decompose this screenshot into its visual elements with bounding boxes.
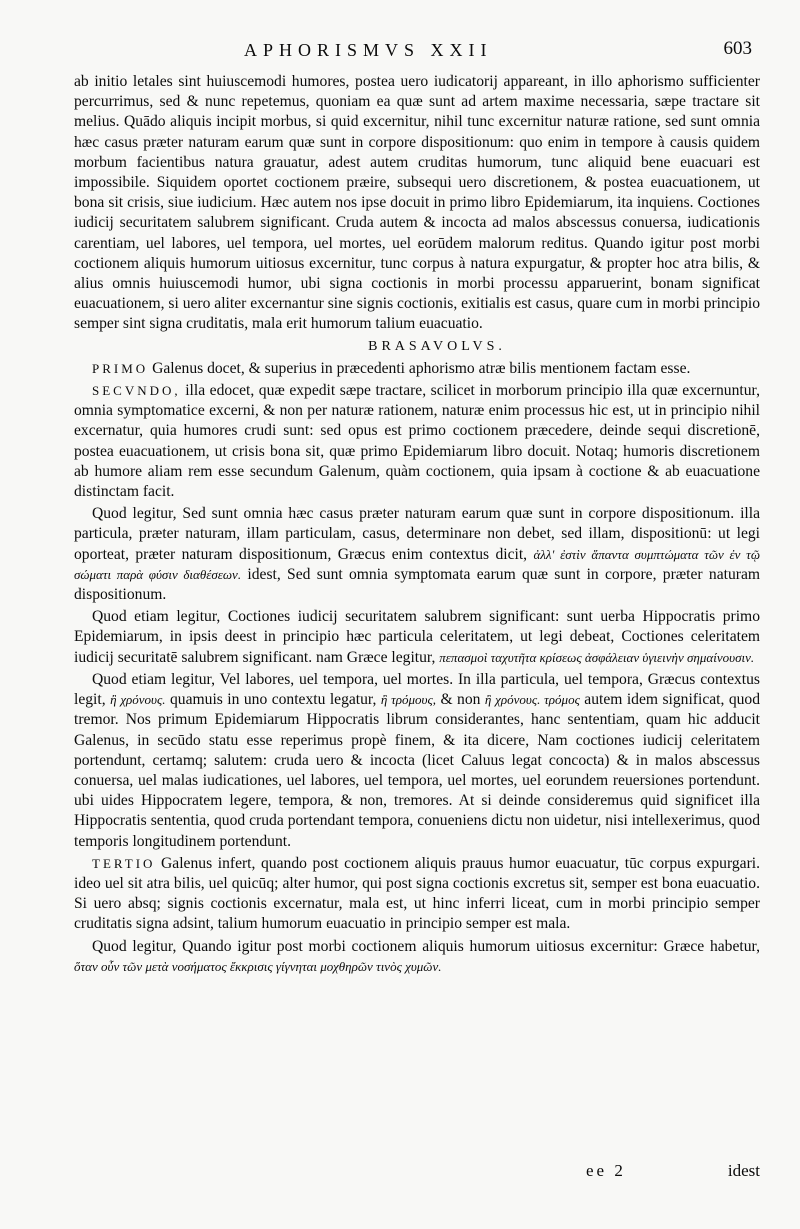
paragraph-text: Quod etiam legitur, Vel labores, uel tempora, uel mortes. In illa particula, uel tempora, Græcus contextus legit, [74, 670, 760, 709]
greek-quotation: ὅταν οὖν τῶν μετὰ νοσήματος ἔκκρισις γίγνηται μοχθηρῶν τινὸς χυμῶν. [74, 958, 442, 974]
paragraph-text: illa edocet, quæ expedit sæpe tractare, scilicet in morborum principio illa quæ excernuntur, omnia symptomatice excerni, & non per naturæ rationem, naturæ enim processus hic est, ut in principio nihil excernatur, quia humores crudi sunt: sed opus est primo coctionem præcedere, deinde sequi discretionē, postea euacuationem, ut crisis bona sit, quæ primo Epidemiarum libro docuit. Notaq; humoris discretionem ab humore aliam rem esse secundum Galenum, quàm coctionem, quia ipsam à coctione & ab euacuatione distinctam facit. [74, 382, 760, 501]
greek-quotation: ἢ χρόνους. τρόμος [484, 692, 580, 708]
main-text [74, 72, 760, 977]
paragraph-tertio [74, 854, 760, 935]
paragraph-text: autem idem significat, quod tremor. Nos primum Epidemiarum Hippocratis librum considerantes, hanc sententiam, quam hic adducit Galenus, in secūdo statu esse reperimus propè finem, & ita dicere, Nam coctiones iudicij celeritatem portendunt, certamq; salutem: cruda uero & incocta (licet Caluus legat concocta) & in malos abscessus conuersa, uel malas iudicationes, uel labores, uel tempora, uel mortes, uel eorundem reuersiones portendunt. ubi uides Hippocratem legere, tempora, & non, tremores. At si deinde consideremus quid significet illa Hippocratis sententia, quod cruda portendant tempora, conueniens dictu non uidetur, nisi intellexerimus, quod temporis longitudinem portendunt. [74, 691, 761, 850]
paragraph-quod-legitur-1 [74, 504, 760, 605]
running-head: APHORISMVS XXII [244, 40, 493, 60]
paragraph-quod-legitur-4 [74, 937, 760, 977]
paragraph-text: Quod legitur, Quando igitur post morbi coctionem aliquis humorum uitiosus excernitur: Græce habetur, [92, 937, 760, 955]
paragraph-text: Galenus docet, & superius in præcedenti aphorismo atræ bilis mentionem factam esse. [152, 359, 691, 377]
paragraph-lead-word: PRIMO [92, 360, 149, 376]
paragraph-text: & non [440, 691, 481, 709]
paragraph-primo [74, 359, 760, 379]
paragraph-text: Galenus infert, quando post coctionem aliquis prauus humor euacuatur, tūc corpus expurgari. ideo uel sit atra bilis, uel quicūq; alter humor, qui post signa coctionis excretus sit, semper est bona euacuatio. Si uero absq; signis coctionis excernatur, mala est, ut hinc inferri liceat, cum in morbi principio semper cruditatis signa adsint, talium humorum euacuatio in principio semper est mala. [74, 854, 760, 933]
paragraph-text: idest, Sed sunt omnia symptomata earum quæ sunt in corpore, præter naturam dispositionum. [74, 565, 760, 604]
paragraph-quod-legitur-3 [74, 670, 760, 852]
page-footer [74, 1161, 760, 1185]
greek-quotation: ἀλλ' ἐστὶν ἅπαντα συμπτώματα τῶν ἐν τῷ σώματι παρὰ φύσιν διαθέσεων. [74, 546, 760, 582]
signature-mark: ee 2 [586, 1161, 626, 1180]
paragraph-galen-commentary: ab initio letales sint huiuscemodi humores, postea uero iudicatorij appareant, in illo aphorismo sufficienter percurrimus, sed & nunc repetemus, quoniam ea quæ sunt ad artem maxime necessaria, sæpe tractare sit melius. Quādo aliquis incipit morbus, si quid excernitur, nihil tunc excernitur naturæ ratione, sed sunt omnia hæc casus præter naturam earum quæ sunt in corpore dispositionum: quo enim in tempore à causis quidem morbum facientibus natura grauatur, adest autem cruditas humorum, tunc aliquid bene euacuari est impossibile. Siquidem oportet coctionem præire, subsequi uero discretionem, & postea euacuationem, ut bona sit crisis, siue iudicium. Hæc autem nos ipse docuit in primo libro Epidemiarum, ita inquiens. Coctiones iudicij securitatem salubrem significant. Cruda autem & incocta ad malos abscessus conuersa, iudicationis carentiam, uel labores, uel tempora, uel mortes, uel eorūdem malorum reditus. Quando igitur post morbi coctionem aliquis humorum uitiosus excernitur, tunc corpus à natura expurgatur, & propter hoc atra bilis, & alius omnis huiuscemodi humor, ubi signa coctionis in morbi processu apparuerint, bonam significat euacuationem, si uero aliter excernantur sine signis coctionis, exitialis est casus, quare cum in morbi principio semper sint signa cruditatis, mala erit humorum talium euacuatio. [74, 73, 760, 333]
greek-quotation: ἢ χρόνους. [110, 692, 166, 708]
paragraph-lead-word: TERTIO [92, 855, 156, 871]
catchword: idest [727, 1161, 760, 1180]
paragraph-text: Quod legitur, Sed sunt omnia hæc casus præter naturam earum quæ sunt in corpore dispositionum. illa particula, præter naturam, illam particulam, casus, determinare non debet, sed illam, dispositionū: ut legi oporteat, præter naturam dispositionum, Græcus enim contextus dicit, [74, 505, 760, 563]
section-heading: BRASAVOLVS. [368, 338, 506, 354]
paragraph-secundo [74, 381, 760, 502]
paragraph-text: quamuis in uno contextu legatur, [170, 691, 377, 709]
page-number: 603 [723, 38, 752, 59]
paragraph-lead-word: SECVNDO, [92, 383, 181, 399]
page-header [74, 36, 760, 72]
paragraph-text: Quod etiam legitur, Coctiones iudicij securitatem salubrem significant: sunt uerba Hippocratis primo Epidemiarum, in ipsis deest in principio hæc particula celeritatem, ut legi debeat, Coctiones celeritatem iudicij securitatē salubrem significant. nam Græce legitur, [74, 608, 760, 666]
paragraph-quod-legitur-2 [74, 607, 760, 668]
greek-quotation: πεπασμοὶ ταχυτῆτα κρίσεως ἀσφάλειαν ὑγιεινὴν σημαίνουσιν. [439, 649, 755, 665]
greek-quotation: ἢ τρόμους, [380, 692, 437, 708]
